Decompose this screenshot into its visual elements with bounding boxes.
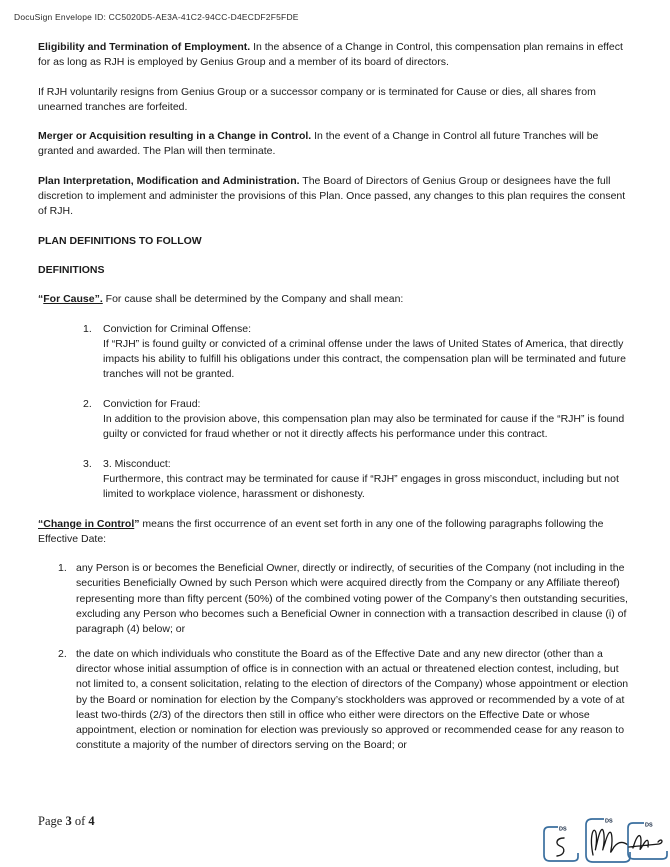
paragraph-merger-lead: Merger or Acquisition resulting in a Change in Control. [38, 130, 312, 143]
change-in-control-term: “Change in Control [38, 517, 135, 530]
document-body [38, 40, 633, 763]
heading-plan-definitions: PLAN DEFINITIONS TO FOLLOW [38, 234, 202, 247]
list-item-text [103, 397, 633, 443]
list-marker: 1. [58, 562, 67, 575]
list-item [38, 457, 633, 503]
paragraph-plan-interpretation-text: The Board of Directors of Genius Group or designees have the full discretion to implement and administer the provisions of this Plan. Once passed, any changes to this plan requires the consent of RJH. [38, 174, 626, 218]
paragraph-merger-text: In the event of a Change in Control all future Tranches will be granted and awarded. The Plan will then terminate. [38, 130, 599, 158]
paragraph-eligibility-lead: Eligibility and Termination of Employment. [38, 41, 251, 53]
paragraph-eligibility [38, 40, 633, 71]
page-total: 4 [88, 814, 95, 828]
list-item-title: Conviction for Fraud: [103, 397, 201, 410]
change-in-control-close-quote: ” [134, 517, 140, 530]
list-item-body: In addition to the provision above, this compensation plan may also be terminated for cause if the “RJH” is found guilty or convicted for fraud whether or not it directly affects his performance under this contract. [103, 413, 625, 441]
docusign-envelope-id: DocuSign Envelope ID: CC5020D5-AE3A-41C2-94CC-D4ECDF2F5FDE [14, 12, 299, 22]
change-in-control-list [38, 561, 633, 754]
page-current: 3 [65, 814, 72, 828]
paragraph-resignation [38, 85, 633, 116]
docusign-initials-stamps [540, 816, 670, 866]
paragraph-eligibility-text: In the absence of a Change in Control, this compensation plan remains in effect for as long as RJH is employed by Genius Group and a member of its board of directors. [38, 41, 623, 69]
list-item-body: If “RJH” is found guilty or convicted of a criminal offense under the laws of United States of America, that directly impacts his ability to fulfill his obligations under this contract, the compensation plan will be terminated and future tranches will not be granted. [103, 337, 626, 381]
list-item-body: Furthermore, this contract may be terminated for cause if “RJH” engages in gross misconduct, including but not limited to workplace violence, harassment or dishonesty. [103, 472, 619, 501]
list-item [38, 397, 633, 443]
list-item-body: the date on which individuals who constitute the Board as of the Effective Date and any new director (other than a director whose initial assumption of office is in connection with an actual or threatened election contest, including, but not limited to, a consent solicitation, relating to the election of directors of the Company) whose appointment or election by the Board or nomination for election by the Company’s stockholders was approved or recommended by a vote of at least two-thirds (2/3) of the directors then still in office who either were directors on the Effective Date or whose appointment, election or nomination for election was previously so approved or recommended cease for any reason to constitute a majority of the number of directors serving on the Board; or [76, 647, 629, 752]
initials-stamp-1[interactable] [542, 825, 580, 863]
for-cause-open-quote: “ [38, 293, 44, 306]
list-item-text [103, 457, 633, 503]
list-marker: 2. [58, 647, 67, 660]
paragraph-plan-interpretation-lead: Plan Interpretation, Modification and Administration. [38, 174, 300, 187]
ds-logo-text: DS [605, 818, 613, 825]
paragraph-plan-interpretation [38, 174, 633, 220]
change-in-control-definition-lead [38, 517, 633, 548]
page-word: Page [38, 814, 66, 828]
handwritten-signature-scribble [591, 829, 628, 855]
change-in-control-text: means the first occurrence of an event set forth in any one of the following paragraphs following the Effective Date: [38, 517, 604, 545]
heading-definitions: DEFINITIONS [38, 263, 105, 276]
initials-stamp-2[interactable] [584, 817, 632, 864]
list-item-title: Conviction for Criminal Offense: [103, 322, 252, 335]
list-item-text [103, 322, 633, 383]
list-marker: 1. [83, 322, 92, 335]
list-item-title: 3. Misconduct: [103, 457, 171, 470]
for-cause-definition-lead [38, 292, 633, 307]
list-item [38, 647, 633, 754]
paragraph-merger [38, 129, 633, 160]
list-item [38, 322, 633, 383]
list-item [38, 561, 633, 637]
for-cause-term: For Cause”. [43, 293, 103, 306]
handwritten-initials-ag [629, 836, 662, 850]
page-number [38, 814, 95, 829]
for-cause-text: For cause shall be determined by the Company and shall mean: [102, 293, 404, 306]
list-marker: 3. [83, 457, 92, 470]
list-item-body: any Person is or becomes the Beneficial Owner, directly or indirectly, of securities of the Company (not including in the securities Beneficially Owned by such Person which were acquired directly from the Company or any Affiliate thereof) representing more than fifty percent (50%) of the combined voting power of the Company’s then outstanding securities, excluding any Person who becomes such a Beneficial Owner in connection with a transaction described in clause (i) of paragraph (4) below; or [76, 562, 628, 636]
list-marker: 2. [83, 397, 92, 410]
initials-stamp-3[interactable] [626, 821, 669, 861]
paragraph-resignation-text: If RJH voluntarily resigns from Genius Group or a successor company or is terminated for Cause or dies, all shares from unearned tranches are forfeited. [38, 85, 596, 113]
stamp-frame [586, 819, 630, 862]
for-cause-list [38, 322, 633, 503]
of-word: of [71, 814, 89, 828]
ds-logo-text: DS [645, 822, 653, 829]
handwritten-initial-s [557, 838, 564, 856]
ds-logo-text: DS [559, 826, 567, 833]
